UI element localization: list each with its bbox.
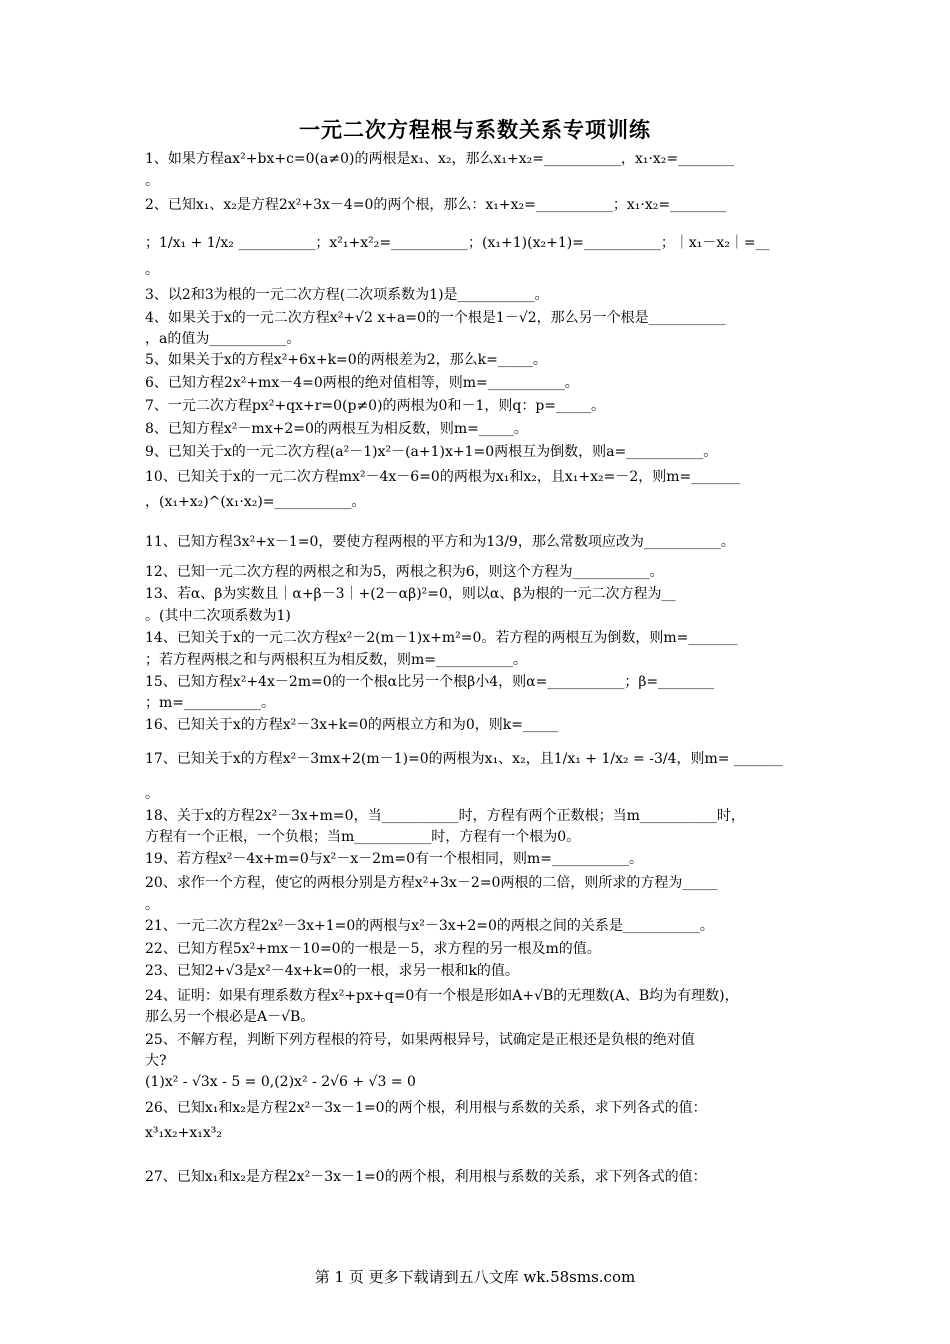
- text-line: 5、如果关于x的方程x²+6x+k=0的两根差为2，那么k=_____。: [145, 352, 547, 368]
- text-line: 4、如果关于x的一元二次方程x²+√2 x+a=0的一个根是1－√2，那么另一个根是___________: [145, 310, 726, 326]
- text-line: ；1/x₁ + 1/x₂ ___________；x²₁+x²₂=___________；(x₁+1)(x₂+1)=___________；｜x₁－x₂｜=__: [145, 235, 770, 251]
- text-line: 。: [145, 262, 159, 278]
- text-line: 8、已知方程x²－mx+2=0的两根互为相反数，则m=_____。: [145, 421, 528, 437]
- text-line: 14、已知关于x的一元二次方程x²－2(m－1)x+m²=0。若方程的两根互为倒数，则m=_______: [145, 630, 738, 646]
- text-line: 9、已知关于x的一元二次方程(a²－1)x²－(a+1)x+1=0两根互为倒数，则a=___________。: [145, 444, 718, 460]
- text-line: 10、已知关于x的一元二次方程mx²－4x－6=0的两根为x₁和x₂，且x₁+x₂=－2，则m=_______: [145, 469, 741, 485]
- text-line: ；m=___________。: [145, 695, 276, 711]
- text-line: 。: [145, 786, 159, 802]
- text-line: 。(其中二次项系数为1): [145, 608, 291, 624]
- text-line: 7、一元二次方程px²+qx+r=0(p≠0)的两根为0和－1，则q：p=_____。: [145, 398, 606, 414]
- page-title: 一元二次方程根与系数关系专项训练: [299, 117, 651, 142]
- text-line: 16、已知关于x的方程x²－3x+k=0的两根立方和为0，则k=_____: [145, 717, 558, 733]
- text-line: 13、若α、β为实数且｜α+β－3｜+(2－αβ)²=0，则以α、β为根的一元二次方程为__: [145, 586, 676, 602]
- text-line: 17、已知关于x的方程x²－3mx+2(m－1)=0的两根为x₁、x₂，且1/x₁ + 1/x₂ = -3/4，则m= _______: [145, 751, 783, 767]
- text-line: 1、如果方程ax²+bx+c=0(a≠0)的两根是x₁、x₂，那么x₁+x₂=___________，x₁·x₂=________: [145, 151, 735, 167]
- text-line: 23、已知2+√3是x²－4x+k=0的一根，求另一根和k的值。: [145, 963, 519, 979]
- text-line: 。: [145, 173, 159, 189]
- text-line: 27、已知x₁和x₂是方程2x²－3x－1=0的两个根，利用根与系数的关系，求下列各式的值：: [145, 1169, 707, 1185]
- text-line: ，(x₁+x₂)^(x₁·x₂)=___________。: [145, 494, 366, 510]
- text-line: (1)x² - √3x - 5 = 0,(2)x² - 2√6 + √3 = 0: [145, 1074, 416, 1090]
- text-line: 18、关于x的方程2x²－3x+m=0，当___________时，方程有两个正数根；当m___________时，: [145, 808, 745, 824]
- text-line: 2、已知x₁、x₂是方程2x²+3x－4=0的两个根，那么：x₁+x₂=___________；x₁·x₂=________: [145, 197, 727, 213]
- text-line: 3、以2和3为根的一元二次方程(二次项系数为1)是___________。: [145, 287, 549, 303]
- text-line: 26、已知x₁和x₂是方程2x²－3x－1=0的两个根，利用根与系数的关系，求下列各式的值：: [145, 1100, 707, 1116]
- text-line: ；若方程两根之和与两根积互为相反数，则m=___________。: [145, 652, 528, 668]
- text-line: ，a的值为___________。: [145, 331, 301, 347]
- page-footer: 第 1 页 更多下载请到五八文库 wk.58sms.com: [314, 1268, 636, 1286]
- text-line: 大?: [145, 1053, 167, 1069]
- text-line: 。: [145, 897, 159, 913]
- text-line: 22、已知方程5x²+mx－10=0的一根是－5，求方程的另一根及m的值。: [145, 941, 601, 957]
- text-line: x³₁x₂+x₁x³₂: [145, 1125, 222, 1141]
- text-line: 20、求作一个方程，使它的两根分别是方程x²+3x－2=0两根的二倍，则所求的方程为_____: [145, 875, 718, 891]
- text-line: 11、已知方程3x²+x－1=0，要使方程两根的平方和为13/9，那么常数项应改为___________。: [145, 534, 735, 550]
- text-line: 12、已知一元二次方程的两根之和为5，两根之积为6，则这个方程为___________。: [145, 564, 664, 580]
- text-line: 方程有一个正根，一个负根；当m___________时，方程有一个根为0。: [145, 829, 581, 845]
- text-line: 6、已知方程2x²+mx－4=0两根的绝对值相等，则m=___________。: [145, 375, 579, 391]
- text-line: 15、已知方程x²+4x－2m=0的一个根α比另一个根β小4，则α=___________；β=________: [145, 674, 715, 690]
- text-line: 24、证明：如果有理系数方程x²+px+q=0有一个根是形如A+√B的无理数(A、B均为有理数)，: [145, 988, 739, 1004]
- text-line: 19、若方程x²－4x+m=0与x²－x－2m=0有一个根相同，则m=___________。: [145, 851, 643, 867]
- text-line: 那么另一个根必是A－√B。: [145, 1009, 315, 1025]
- text-line: 21、一元二次方程2x²－3x+1=0的两根与x²－3x+2=0的两根之间的关系是___________。: [145, 918, 714, 934]
- text-line: 25、不解方程，判断下列方程根的符号，如果两根异号，试确定是正根还是负根的绝对值: [145, 1032, 695, 1048]
